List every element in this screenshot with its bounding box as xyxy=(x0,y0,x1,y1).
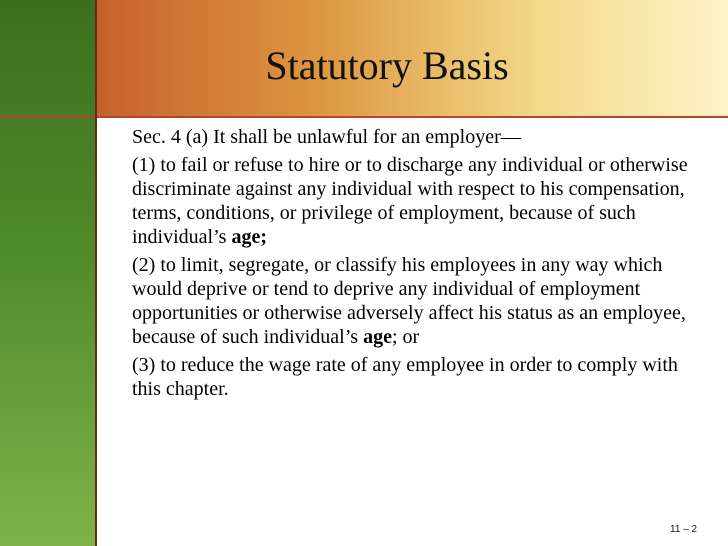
clause-2-emphasis: age xyxy=(363,326,392,348)
clause-3-paragraph: (3) to reduce the wage rate of any employee in order to comply with this chapter. xyxy=(132,354,678,400)
slide-title: Statutory Basis xyxy=(265,43,509,88)
left-decorative-band xyxy=(0,0,95,546)
slide-body xyxy=(132,125,692,405)
header-divider xyxy=(0,116,728,118)
clause-2-paragraph xyxy=(132,253,692,349)
clause-2-text: (2) to limit, segregate, or classify his employees in any way which would deprive or tend to deprive any individual of employment opportunities or otherwise adversely affect his status as an employee, because of such individual’s xyxy=(132,254,686,348)
clause-1-emphasis: age; xyxy=(231,226,267,248)
page-number: 11 – 2 xyxy=(670,524,698,535)
clause-2-tail: ; or xyxy=(391,326,420,348)
clause-1-text: (1) to fail or refuse to hire or to discharge any individual or otherwise discriminate against any individual with respect to his compensation, terms, conditions, or privilege of employment, because of such individual’s xyxy=(132,154,688,248)
clause-1-paragraph xyxy=(132,153,692,249)
intro-paragraph: Sec. 4 (a) It shall be unlawful for an employer— xyxy=(132,126,521,148)
